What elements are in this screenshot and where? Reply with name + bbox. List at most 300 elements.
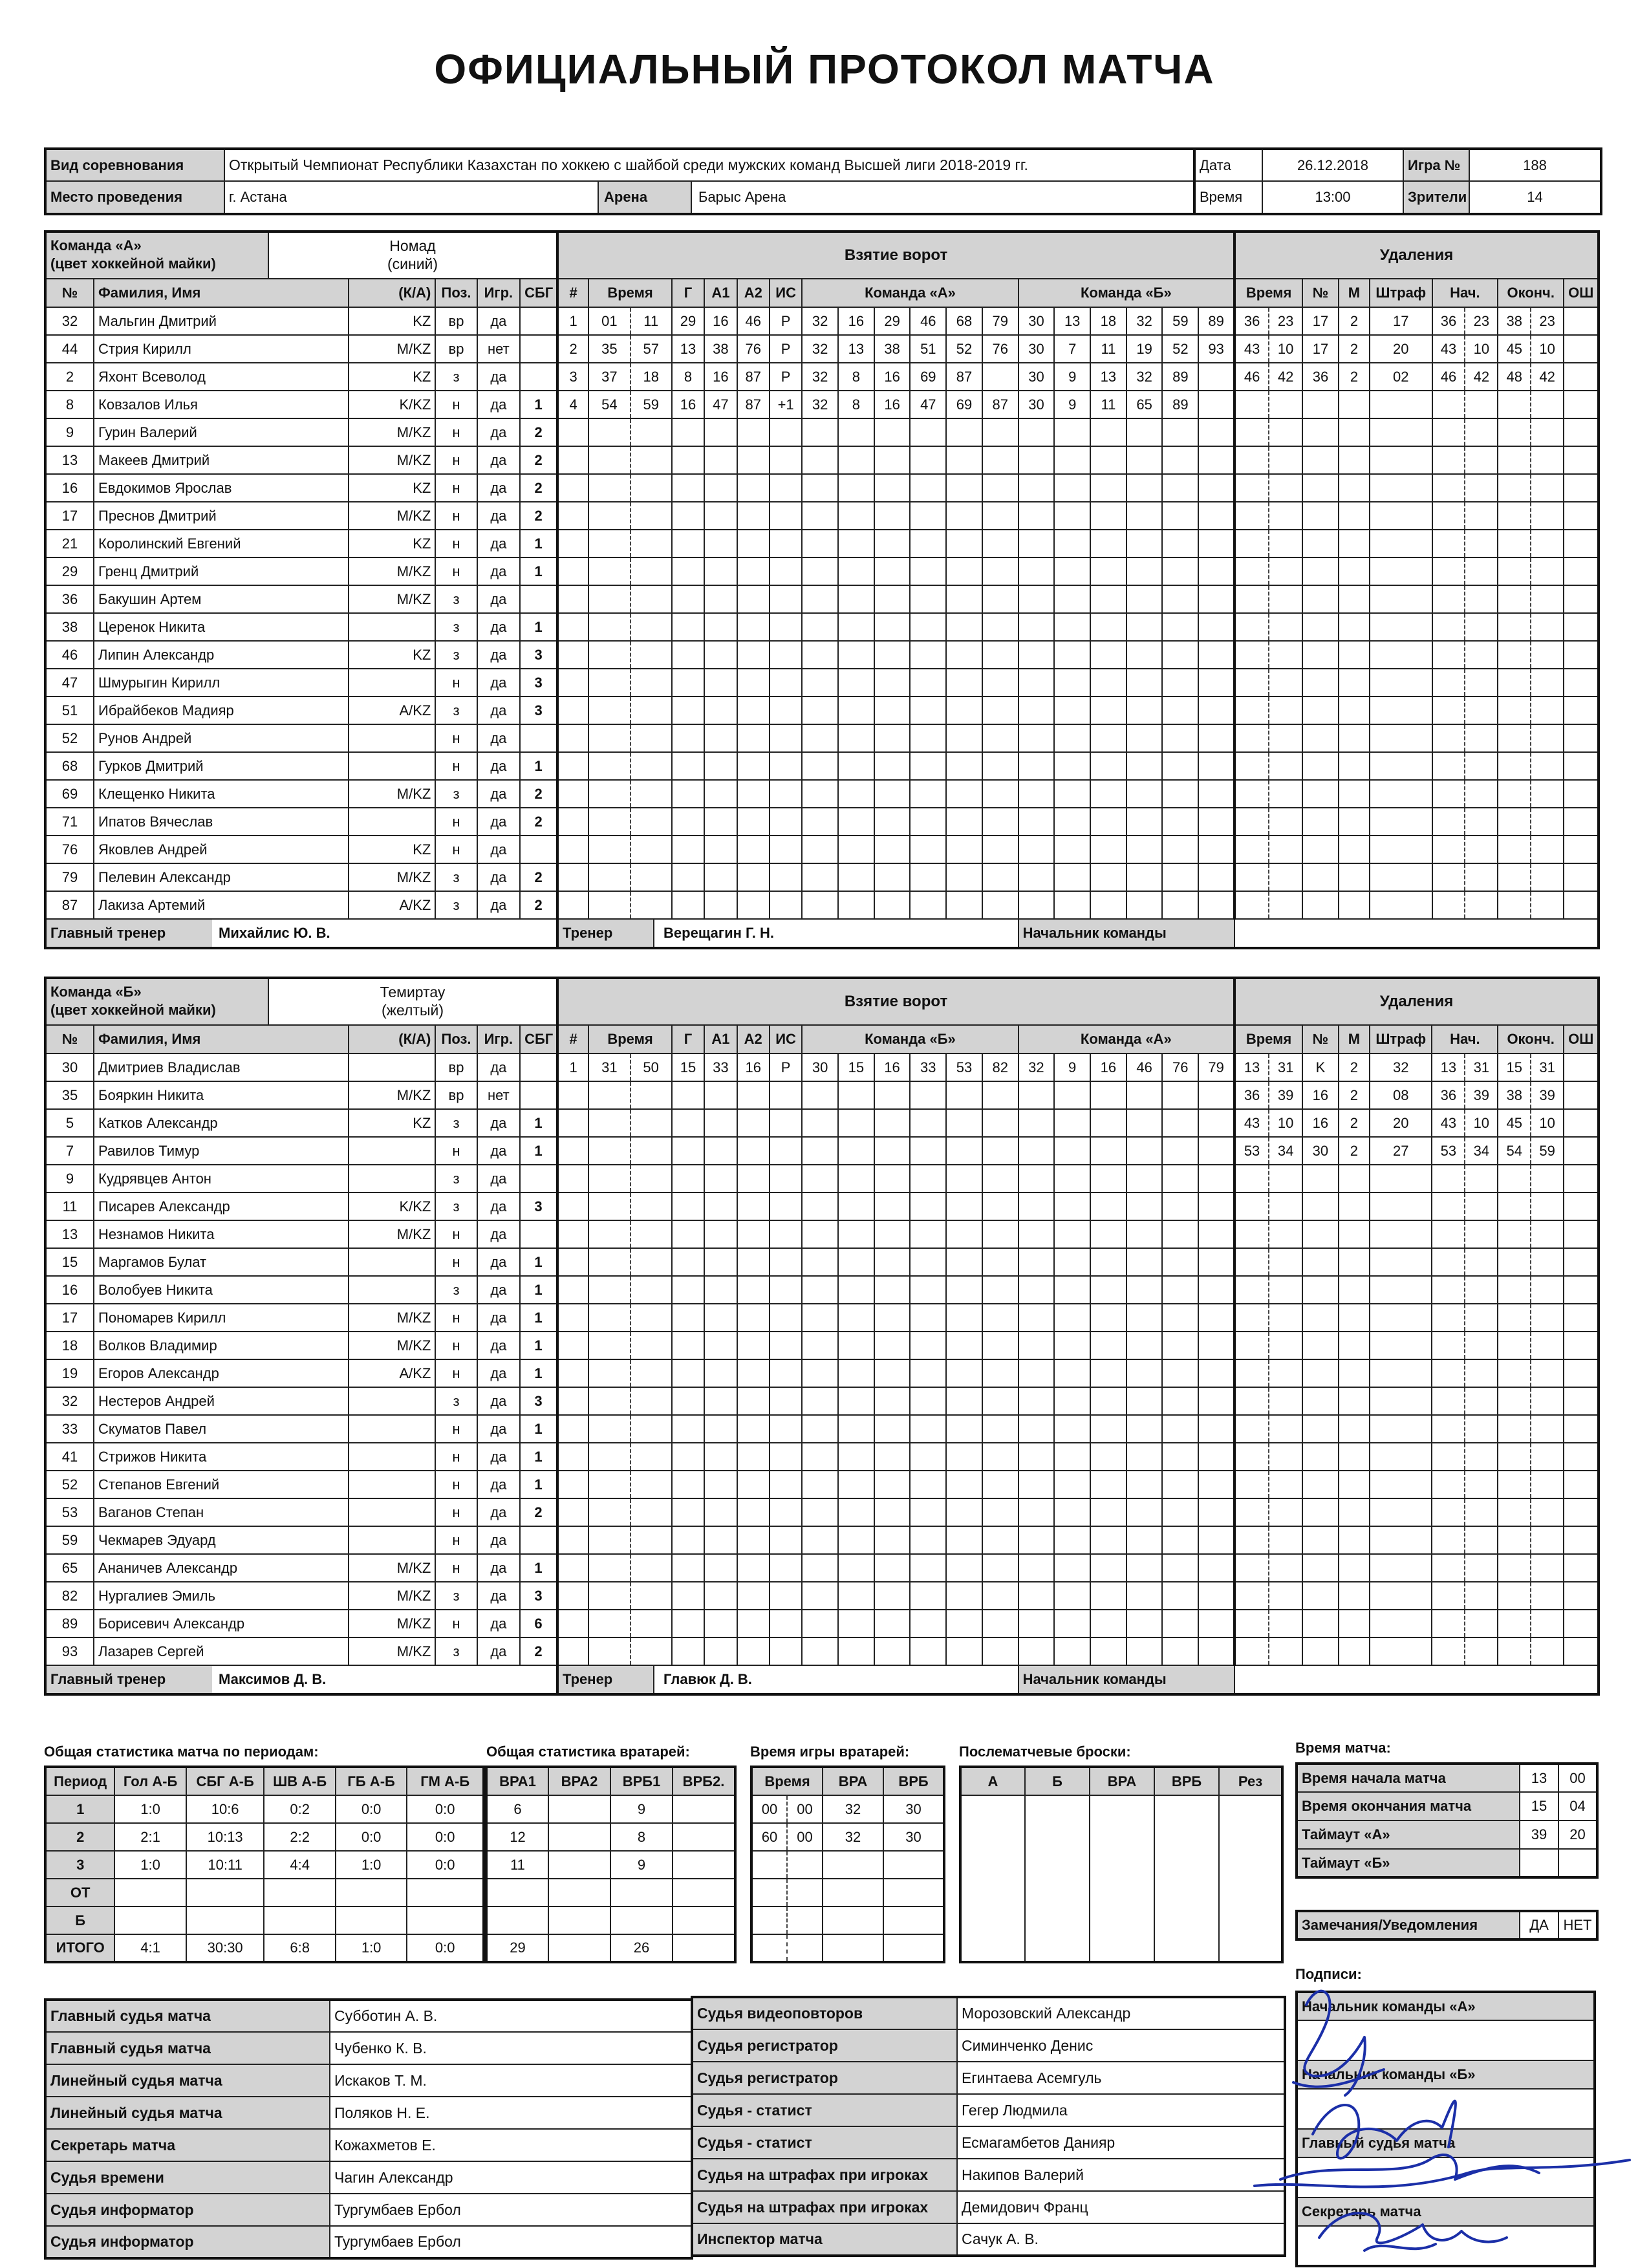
- on-ice-own: [910, 1582, 946, 1610]
- player-number: 59: [45, 1526, 94, 1554]
- penalty-end-sec: [1530, 669, 1563, 696]
- on-ice-opp: [1090, 530, 1126, 557]
- goal-second: [630, 892, 671, 918]
- penalty-minutes: 2: [1339, 1109, 1370, 1137]
- on-ice-own: [838, 613, 874, 641]
- on-ice-own: [946, 1193, 982, 1220]
- on-ice-opp: [1054, 474, 1090, 502]
- penalty-time: [1234, 1526, 1302, 1554]
- goal-situation: +1: [770, 391, 802, 418]
- goal-second: [630, 1277, 671, 1303]
- on-ice-opp: [1054, 752, 1090, 780]
- goal-second: [630, 1471, 671, 1498]
- goal-situation: [770, 863, 802, 891]
- on-ice-own: [946, 891, 982, 919]
- penalty-minutes: [1339, 1304, 1370, 1332]
- penalty-minutes: [1339, 613, 1370, 641]
- player-sbg: [520, 585, 557, 613]
- goal-number: 4: [557, 391, 588, 418]
- penalty-start-sec: [1464, 391, 1497, 418]
- player-sbg: 1: [520, 1554, 557, 1582]
- penalty-osh: [1564, 1220, 1599, 1248]
- player-number: 52: [45, 724, 94, 752]
- player-ka: KZ: [349, 641, 435, 669]
- penalty-start-min: [1433, 725, 1465, 751]
- goal-situation: [770, 585, 802, 613]
- stat-cell: 0:0: [407, 1851, 484, 1879]
- goal-minute: [589, 642, 629, 668]
- on-ice-own: 52: [946, 335, 982, 363]
- on-ice-own: [946, 863, 982, 891]
- goal-situation: Р: [770, 363, 802, 391]
- goal-number: [557, 808, 588, 836]
- penalty-time: [1234, 1582, 1302, 1610]
- on-ice-own: [838, 418, 874, 446]
- penalty-time-sec: [1268, 864, 1302, 891]
- col-goal-time: Время: [588, 279, 672, 307]
- goal-minute: [589, 1110, 629, 1136]
- penalty-time-sec: [1268, 1277, 1302, 1303]
- gtime-cell: [787, 1879, 823, 1906]
- penalty-start-min: 46: [1440, 369, 1457, 385]
- on-ice-own: [838, 1109, 874, 1137]
- goal-assist-2: [737, 1304, 770, 1332]
- competition-label: Вид соревнования: [45, 149, 224, 181]
- penalty-time-sec: [1268, 475, 1302, 501]
- goals-section-header: Взятие ворот: [557, 232, 1234, 279]
- on-ice-own: [838, 1443, 874, 1471]
- on-ice-opp: [1198, 446, 1234, 474]
- player-row: [45, 1415, 1599, 1443]
- goal-second: [630, 502, 671, 529]
- penalty-time: [1234, 1387, 1302, 1415]
- penalty-osh: [1564, 1248, 1599, 1276]
- team-name: Темиртау: [380, 984, 446, 1000]
- penalty-code: [1370, 808, 1432, 836]
- penalty-code: [1370, 446, 1432, 474]
- player-ka: [349, 1276, 435, 1304]
- goal-assist-1: [704, 530, 737, 557]
- goal-time: [588, 1637, 672, 1665]
- col-p_start: Нач.: [1432, 1025, 1498, 1053]
- remarks-no[interactable]: НЕТ: [1558, 1911, 1597, 1939]
- goal-minute: [589, 1082, 629, 1108]
- penalty-osh: [1564, 1193, 1599, 1220]
- goal-assist-2: [737, 1637, 770, 1665]
- player-ka: KZ: [349, 836, 435, 863]
- goal-scorer: [672, 1443, 704, 1471]
- head-coach-label: Главный тренер: [47, 1666, 212, 1693]
- penalty-osh: [1564, 1081, 1599, 1109]
- goal-second: [630, 697, 671, 724]
- penalty-start: [1432, 474, 1498, 502]
- goal-assist-1: [704, 1582, 737, 1610]
- col-goal-no: #: [557, 279, 588, 307]
- player-row: [45, 697, 1599, 724]
- penalty-end-min: 54: [1506, 1143, 1522, 1159]
- goal-assist-2: [737, 446, 770, 474]
- penalty-time-min: 46: [1244, 369, 1260, 385]
- on-ice-opp: [1126, 1359, 1163, 1387]
- penalty-player: [1302, 1193, 1339, 1220]
- on-ice-opp: [1090, 585, 1126, 613]
- on-ice-opp: [1090, 1109, 1126, 1137]
- penalty-end-min: [1498, 1277, 1530, 1303]
- on-ice-own: [910, 808, 946, 836]
- team-chief-label: Начальник команды: [1018, 1665, 1234, 1694]
- penalty-start-sec: [1464, 642, 1497, 668]
- player-sbg: 1: [520, 752, 557, 780]
- on-ice-own: [802, 1332, 838, 1359]
- penalty-end-sec: [1530, 1221, 1563, 1247]
- on-ice-own: [910, 1498, 946, 1526]
- player-number: 93: [45, 1637, 94, 1665]
- goal-scorer: [672, 836, 704, 863]
- penalty-end-sec: [1530, 808, 1563, 835]
- penalty-end: [1498, 1193, 1564, 1220]
- penalty-osh: [1564, 669, 1599, 697]
- official-role: Главный судья матча: [45, 2032, 330, 2064]
- goal-time: [588, 1304, 672, 1332]
- goal-situation: [770, 836, 802, 863]
- penalty-end-min: [1498, 892, 1530, 918]
- on-ice-opp: [1198, 669, 1234, 697]
- penalty-time: [1234, 391, 1302, 418]
- player-number: 51: [45, 697, 94, 724]
- goal-number: [557, 557, 588, 585]
- goal-assist-1: [704, 780, 737, 808]
- penalty-end-sec: 10: [1530, 1110, 1563, 1136]
- stat-cell: [610, 1906, 673, 1934]
- penalty-start: [1432, 335, 1498, 363]
- on-ice-own: [838, 641, 874, 669]
- goal-assist-2: [737, 418, 770, 446]
- goalie-time-title: Время игры вратарей:: [750, 1744, 910, 1760]
- penalty-start: [1432, 808, 1498, 836]
- on-ice-opp: [1090, 752, 1126, 780]
- penalty-time: [1234, 669, 1302, 697]
- on-ice-own: 32: [802, 363, 838, 391]
- head-coach-cell: [45, 919, 557, 948]
- on-ice-own: [802, 836, 838, 863]
- on-ice-opp: [1126, 1193, 1163, 1220]
- on-ice-opp: [1090, 1471, 1126, 1498]
- penalty-start-sec: [1464, 419, 1497, 446]
- goal-situation: [770, 418, 802, 446]
- goal-number: [557, 1193, 588, 1220]
- goal-scorer: [672, 446, 704, 474]
- on-ice-own: [946, 1276, 982, 1304]
- on-ice-own: [874, 530, 911, 557]
- on-ice-own: [838, 1498, 874, 1526]
- on-ice-opp: [1162, 1526, 1198, 1554]
- penalty-time-sec: [1268, 502, 1302, 529]
- goal-number: [557, 1165, 588, 1193]
- on-ice-opp: [1162, 1582, 1198, 1610]
- official-name: Субботин А. В.: [330, 2000, 692, 2032]
- penalty-time-sec: [1268, 892, 1302, 918]
- goal-assist-2: 46: [737, 307, 770, 335]
- penalty-end: [1498, 1248, 1564, 1276]
- penalty-start-sec: [1464, 1304, 1497, 1331]
- player-pos: з: [435, 863, 477, 891]
- on-ice-opp: [1126, 1443, 1163, 1471]
- player-played: да: [477, 1193, 520, 1220]
- penalty-start: [1432, 585, 1498, 613]
- penalty-time: [1234, 1554, 1302, 1582]
- stat-cell: [114, 1906, 186, 1934]
- player-ka: [349, 613, 435, 641]
- goal-second: [630, 1304, 671, 1331]
- goal-assist-2: [737, 1165, 770, 1193]
- gtime-cell: [823, 1934, 883, 1962]
- stat-cell: 3: [45, 1851, 114, 1879]
- penalty-player: [1302, 530, 1339, 557]
- goal-second: [630, 642, 671, 668]
- on-ice-own: 29: [874, 307, 911, 335]
- on-ice-own: [838, 585, 874, 613]
- penalty-end: [1498, 1081, 1564, 1109]
- player-name: Ваганов Степан: [94, 1498, 349, 1526]
- goal-assist-2: [737, 724, 770, 752]
- official-role: Судья информатор: [45, 2226, 330, 2258]
- player-sbg: 2: [520, 502, 557, 530]
- goal-assist-2: [737, 1081, 770, 1109]
- penalty-time-min: [1236, 558, 1268, 585]
- player-played: да: [477, 391, 520, 418]
- on-ice-own: [982, 1471, 1018, 1498]
- goal-time: [588, 1137, 672, 1165]
- penalty-start-min: [1432, 1499, 1464, 1526]
- penalty-minutes: [1339, 585, 1370, 613]
- on-ice-own: [802, 1137, 838, 1165]
- goal-situation: [770, 1610, 802, 1637]
- penalty-code: [1370, 1276, 1432, 1304]
- on-ice-own: [874, 474, 911, 502]
- gtime-cell: 30: [883, 1795, 944, 1823]
- goal-assist-1: 33: [704, 1053, 737, 1081]
- on-ice-own: [982, 1359, 1018, 1387]
- penalty-start-min: 43: [1440, 1115, 1457, 1131]
- on-ice-own: [802, 1554, 838, 1582]
- on-ice-opp: [1126, 557, 1163, 585]
- penalty-time-min: 43: [1244, 1115, 1260, 1131]
- goal-assist-2: [737, 613, 770, 641]
- on-ice-own: [910, 502, 946, 530]
- penalty-end-sec: [1530, 892, 1563, 918]
- on-ice-own: [874, 446, 911, 474]
- col-a1: А1: [704, 279, 737, 307]
- on-ice-opp: [1054, 502, 1090, 530]
- penalty-time-sec: [1268, 558, 1302, 585]
- goal-assist-1: [704, 863, 737, 891]
- officials-right-table: [691, 1996, 1286, 2257]
- penalty-time-sec: [1268, 725, 1302, 751]
- on-ice-own: [838, 1415, 874, 1443]
- goal-assist-2: [737, 1415, 770, 1443]
- penalty-end: [1498, 836, 1564, 863]
- penalty-player: [1302, 613, 1339, 641]
- penalty-start: [1432, 1582, 1498, 1610]
- goal-minute: [589, 1610, 629, 1637]
- col-opp-team: Команда «А»: [1018, 1025, 1234, 1053]
- goal-minute: 54: [601, 396, 618, 413]
- penalty-end-min: [1498, 808, 1530, 835]
- official-name: Есмагамбетов Данияр: [957, 2126, 1285, 2159]
- on-ice-own: [910, 1415, 946, 1443]
- on-ice-own: [802, 557, 838, 585]
- player-row: [45, 1332, 1599, 1359]
- col-is: ИС: [770, 1025, 802, 1053]
- penalty-osh: [1564, 391, 1599, 418]
- penalty-code: [1370, 1526, 1432, 1554]
- penalty-time: [1234, 1443, 1302, 1471]
- goal-situation: [770, 1415, 802, 1443]
- stat-cell: [548, 1934, 610, 1962]
- penalty-start-sec: 10: [1464, 336, 1497, 362]
- col-g: Г: [672, 279, 704, 307]
- player-ka: [349, 1471, 435, 1498]
- penalty-time-min: [1236, 614, 1268, 640]
- col-name: Фамилия, Имя: [94, 1025, 349, 1053]
- penalty-end-min: [1498, 697, 1530, 724]
- goal-situation: [770, 752, 802, 780]
- goal-situation: [770, 1137, 802, 1165]
- on-ice-opp: [1198, 863, 1234, 891]
- penalty-osh: [1564, 1053, 1599, 1081]
- penalty-player: [1302, 863, 1339, 891]
- player-played: да: [477, 808, 520, 836]
- goal-number: [557, 613, 588, 641]
- stat-cell: 6: [486, 1795, 548, 1823]
- goal-situation: [770, 891, 802, 919]
- on-ice-opp: [1054, 1165, 1090, 1193]
- penalty-start-min: [1432, 1471, 1464, 1498]
- on-ice-own: [874, 836, 911, 863]
- on-ice-own: [910, 1637, 946, 1665]
- on-ice-opp: 52: [1162, 335, 1198, 363]
- goal-number: [557, 669, 588, 697]
- player-number: 30: [45, 1053, 94, 1081]
- on-ice-own: [910, 1248, 946, 1276]
- penalty-start-sec: 39: [1464, 1082, 1497, 1108]
- player-number: 41: [45, 1443, 94, 1471]
- goal-assist-2: [737, 891, 770, 919]
- stat-cell: 2:1: [114, 1823, 186, 1851]
- col-goal-no: #: [557, 1025, 588, 1053]
- penalty-osh: [1564, 836, 1599, 863]
- penalty-code: [1370, 891, 1432, 919]
- on-ice-own: [802, 669, 838, 697]
- on-ice-own: [982, 530, 1018, 557]
- on-ice-own: [910, 446, 946, 474]
- header-cell: ВРА: [823, 1767, 883, 1795]
- on-ice-opp: [1198, 752, 1234, 780]
- on-ice-opp: [1162, 863, 1198, 891]
- goal-situation: Р: [770, 335, 802, 363]
- goal-time: [588, 307, 672, 335]
- goal-minute: [589, 1221, 629, 1247]
- stat-cell: [673, 1823, 735, 1851]
- player-ka: [349, 752, 435, 780]
- player-name: Пелевин Александр: [94, 863, 349, 891]
- player-sbg: 1: [520, 391, 557, 418]
- penalty-time-sec: [1268, 669, 1302, 696]
- player-number: 29: [45, 557, 94, 585]
- penalty-end-sec: [1530, 1193, 1563, 1220]
- player-row: [45, 613, 1599, 641]
- on-ice-own: [838, 697, 874, 724]
- on-ice-opp: [1162, 1554, 1198, 1582]
- penalty-time-min: [1236, 1582, 1268, 1609]
- penalty-start-sec: [1464, 1193, 1497, 1220]
- player-row: [45, 307, 1599, 335]
- player-ka: K/KZ: [349, 391, 435, 418]
- on-ice-opp: [1054, 1081, 1090, 1109]
- penalty-minutes: [1339, 669, 1370, 697]
- official-name: Накипов Валерий: [957, 2159, 1285, 2191]
- col-p_time: Время: [1234, 279, 1302, 307]
- official-name: Кожахметов Е.: [330, 2129, 692, 2161]
- goal-assist-2: [737, 557, 770, 585]
- on-ice-opp: [1054, 1248, 1090, 1276]
- signatures-table: [1295, 1991, 1596, 2267]
- on-ice-own: [838, 836, 874, 863]
- goal-assist-2: [737, 1109, 770, 1137]
- goal-time: [588, 891, 672, 919]
- on-ice-own: 16: [874, 391, 911, 418]
- goal-minute: [589, 586, 629, 612]
- col-pos: Поз.: [435, 279, 477, 307]
- goal-time: [588, 1220, 672, 1248]
- team_b-table: [44, 977, 1600, 1696]
- on-ice-opp: [1018, 446, 1055, 474]
- penalty-start-min: [1432, 1527, 1464, 1553]
- on-ice-own: [802, 1248, 838, 1276]
- on-ice-opp: [1126, 474, 1163, 502]
- on-ice-opp: [1198, 1498, 1234, 1526]
- player-name: Гурков Дмитрий: [94, 752, 349, 780]
- remarks-yes[interactable]: ДА: [1520, 1911, 1558, 1939]
- signature-label: Главный судья матча: [1297, 2129, 1595, 2157]
- penalty-osh: [1564, 1582, 1599, 1610]
- penalty-time-sec: [1268, 1388, 1302, 1414]
- penalty-start-min: [1432, 1443, 1464, 1470]
- on-ice-opp: [1162, 613, 1198, 641]
- player-sbg: 3: [520, 697, 557, 724]
- goal-number: [557, 1109, 588, 1137]
- on-ice-opp: [1018, 1610, 1055, 1637]
- on-ice-own: 79: [982, 307, 1018, 335]
- player-number: 21: [45, 530, 94, 557]
- penalty-start-sec: [1464, 1443, 1497, 1470]
- player-pos: н: [435, 502, 477, 530]
- on-ice-own: [910, 1193, 946, 1220]
- penalty-start-sec: [1464, 447, 1497, 473]
- player-name: Стрижов Никита: [94, 1443, 349, 1471]
- stat-cell: 12: [486, 1823, 548, 1851]
- player-name: Дмитриев Владислав: [94, 1053, 349, 1081]
- goal-time: [588, 502, 672, 530]
- player-pos: н: [435, 1304, 477, 1332]
- gtime-cell: [883, 1879, 944, 1906]
- on-ice-opp: [1162, 836, 1198, 863]
- on-ice-opp: 59: [1162, 307, 1198, 335]
- penalty-minutes: [1339, 1582, 1370, 1610]
- penalty-minutes: 2: [1339, 335, 1370, 363]
- goal-minute: [589, 1277, 629, 1303]
- on-ice-own: [910, 557, 946, 585]
